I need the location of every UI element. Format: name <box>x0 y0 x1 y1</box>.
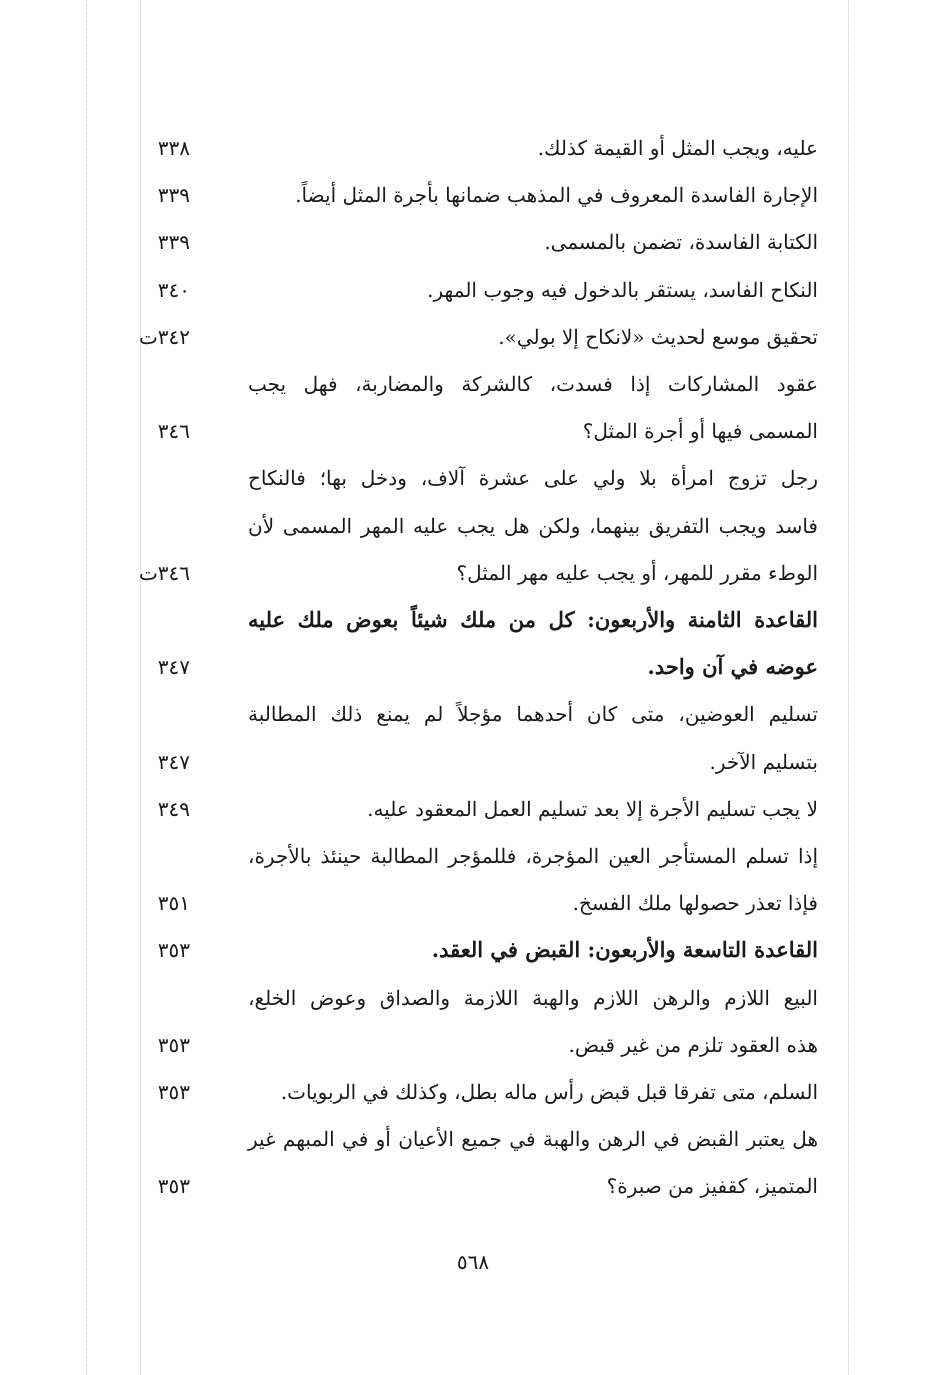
entry-page-number: ٣٥٣ <box>157 1032 190 1057</box>
entry-page-number: ٣٣٩ <box>157 183 190 208</box>
entry-page-number: ٣٣٨ <box>157 136 190 160</box>
entry-text-line: فإذا تعذر حصولها ملك الفسخ. <box>572 891 818 916</box>
entry-text-line: بتسليم الآخر. <box>709 749 818 774</box>
entry-text-line: لا يجب تسليم الأجرة إلا بعد تسليم العمل المعقود عليه. <box>367 796 818 821</box>
entry-text-line: القاعدة الثامنة والأربعون: كل من ملك شيئاً بعوض ملك عليه <box>248 607 818 632</box>
entry-text-line: النكاح الفاسد، يستقر بالدخول فيه وجوب المهر. <box>427 277 818 302</box>
entry-text-line: الإجارة الفاسدة المعروف في المذهب ضمانها بأجرة المثل أيضاً. <box>295 183 818 208</box>
entry-text-line: البيع اللازم والرهن اللازم والهبة اللازمة والصداق وعوض الخلع، <box>248 985 818 1010</box>
entry-text-line: هذه العقود تلزم من غير قبض. <box>568 1032 818 1057</box>
entry-text-line: عقود المشاركات إذا فسدت، كالشركة والمضاربة، فهل يجب <box>248 372 818 396</box>
entry-page-number: ٣٥٣ <box>157 1174 190 1199</box>
entry-text-line: السلم، متى تفرقا قبل قبض رأس ماله بطل، وكذلك في الربويات. <box>280 1080 818 1104</box>
entry-text-line: المتميز، كقفيز من صبرة؟ <box>606 1174 818 1199</box>
entry-text-line: عوضه في آن واحد. <box>647 654 818 680</box>
page-number: ٥٦٨ <box>456 1250 490 1274</box>
entry-page-number: ٣٤٦ <box>157 419 190 444</box>
entry-text-line: القاعدة التاسعة والأربعون: القبض في العقد. <box>431 937 818 963</box>
entry-text-line: تحقيق موسع لحديث «لانكاح إلا بولي». <box>498 324 818 349</box>
entry-text-line: عليه، ويجب المثل أو القيمة كذلك. <box>537 136 818 160</box>
entry-page-number: ٣٥١ <box>157 891 190 916</box>
entry-page-number: ٣٤٧ <box>157 749 190 774</box>
entry-text-line: رجل تزوج امرأة بلا ولي على عشرة آلاف، ودخل بها؛ فالنكاح <box>248 466 818 491</box>
entry-page-number: ٣٤٢ت <box>138 324 190 349</box>
entry-text-line: الوطء مقرر للمهر، أو يجب عليه مهر المثل؟ <box>456 560 818 585</box>
entry-page-number: ٣٤٩ <box>157 796 190 821</box>
entry-text-line: الكتابة الفاسدة، تضمن بالمسمى. <box>544 230 818 255</box>
entry-page-number: ٣٤٦ت <box>138 560 190 585</box>
entry-page-number: ٣٤٠ <box>157 277 190 302</box>
entry-text-line: المسمى فيها أو أجرة المثل؟ <box>582 419 818 444</box>
entry-page-number: ٣٤٧ <box>157 655 190 680</box>
entry-text-line: هل يعتبر القبض في الرهن والهبة في جميع الأعيان أو في المبهم غير <box>248 1127 818 1152</box>
entry-text-line: إذا تسلم المستأجر العين المؤجرة، فللمؤجر المطالبة حينئذ بالأجرة، <box>248 844 818 868</box>
entry-page-number: ٣٥٣ <box>157 1080 190 1104</box>
entry-text-line: تسليم العوضين، متى كان أحدهما مؤجلاً لم يمنع ذلك المطالبة <box>248 702 818 727</box>
entry-text-line: فاسد ويجب التفريق بينهما، ولكن هل يجب عليه المهر المسمى لأن <box>248 513 818 538</box>
entry-page-number: ٣٥٣ <box>157 938 190 963</box>
entry-page-number: ٣٣٩ <box>157 230 190 255</box>
